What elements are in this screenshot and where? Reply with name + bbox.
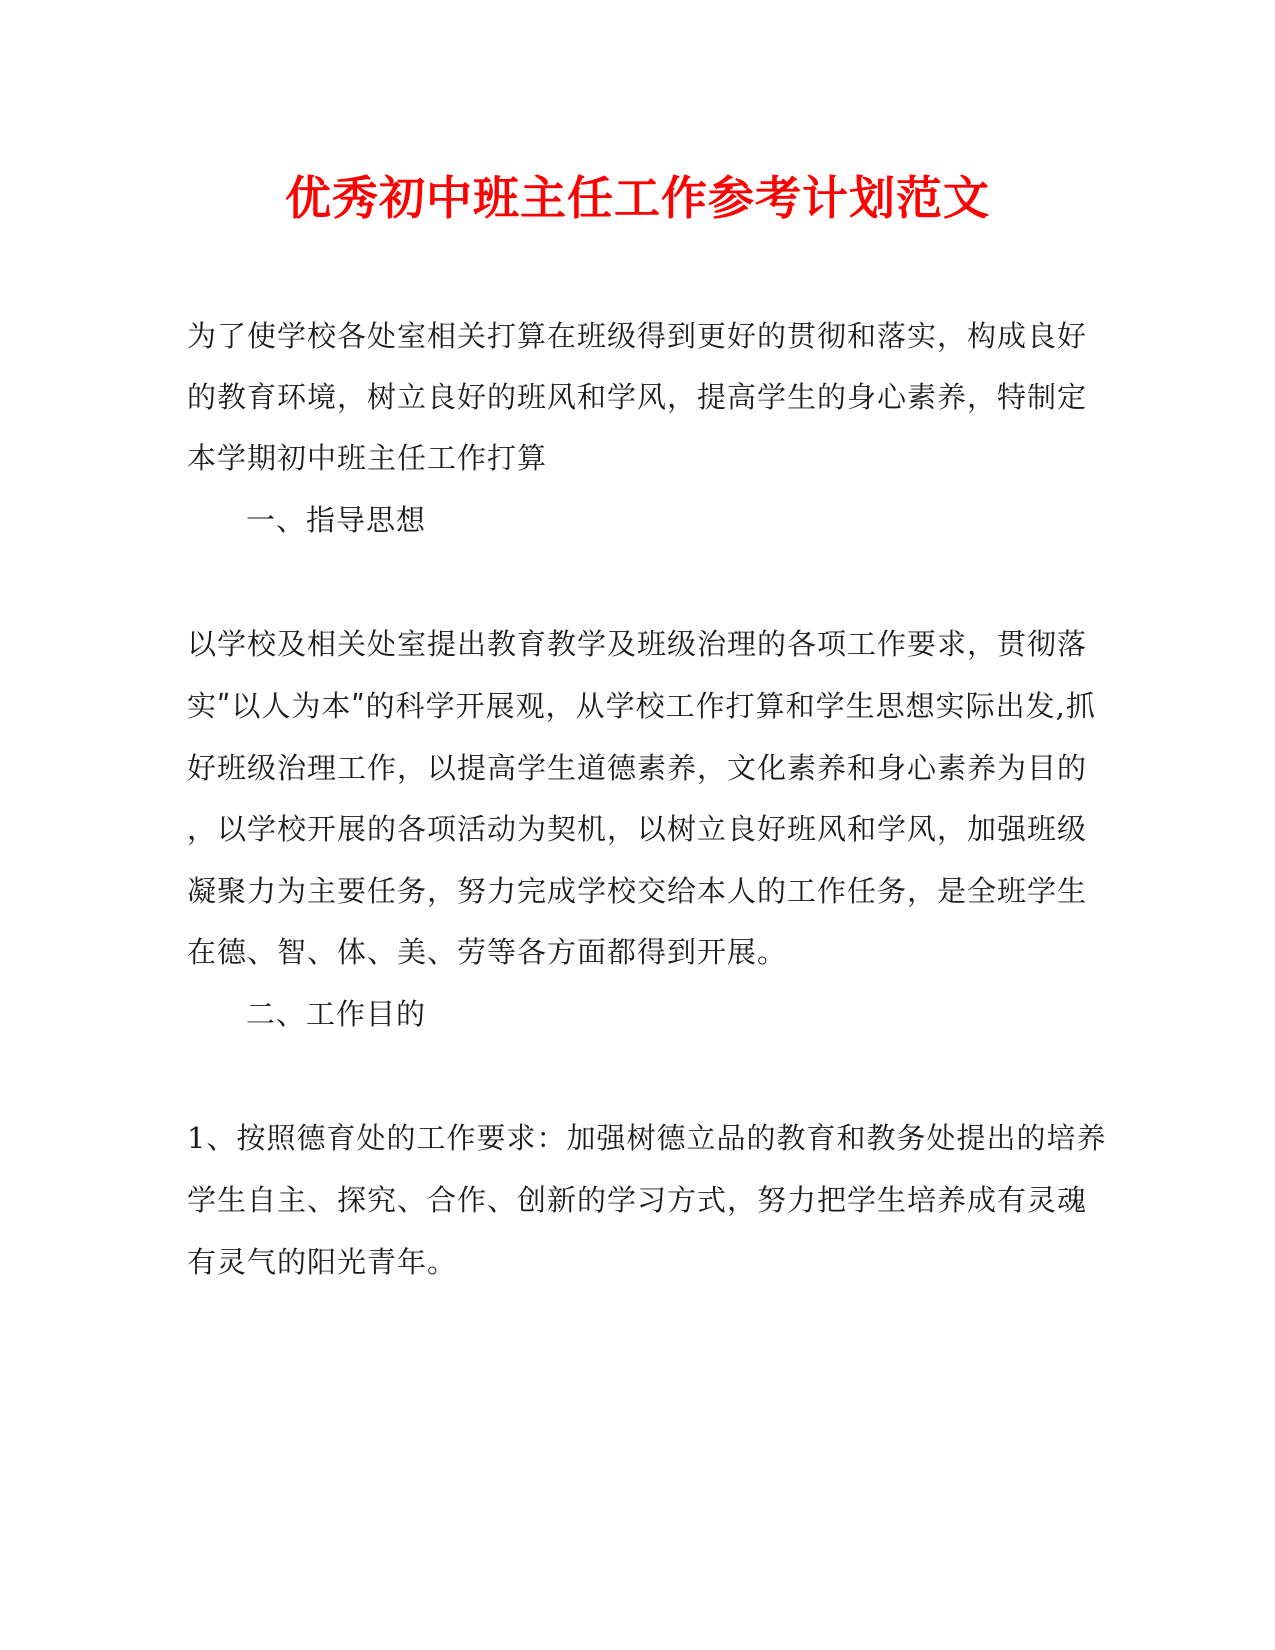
document-title: 优秀初中班主任工作参考计划范文	[285, 171, 990, 225]
goal-line-3: 有灵气的阳光青年。	[187, 1245, 458, 1279]
guiding-line-2: 实ʺ以人为本ʺ的科学开展观，从学校工作打算和学生思想实际出发,抓	[187, 689, 1096, 723]
section-heading-work-goals: 二、工作目的	[246, 997, 427, 1031]
section-heading-guiding-thought: 一、指导思想	[246, 503, 427, 537]
guiding-line-6: 在德、智、体、美、劳等各方面都得到开展。	[187, 935, 788, 969]
intro-line-1: 为了使学校各处室相关打算在班级得到更好的贯彻和落实，构成良好	[187, 319, 1088, 353]
guiding-line-4: ，以学校开展的各项活动为契机，以树立良好班风和学风，加强班级	[187, 812, 1088, 846]
guiding-line-3: 好班级治理工作，以提高学生道德素养，文化素养和身心素养为目的	[187, 751, 1088, 785]
goal-line-1: 1、按照德育处的工作要求：加强树德立品的教育和教务处提出的培养	[187, 1121, 1107, 1155]
intro-line-2: 的教育环境，树立良好的班风和学风，提高学生的身心素养，特制定	[187, 380, 1088, 414]
guiding-line-1: 以学校及相关处室提出教育教学及班级治理的各项工作要求，贯彻落	[187, 627, 1088, 661]
goal-line-2: 学生自主、探究、合作、创新的学习方式，努力把学生培养成有灵魂	[187, 1183, 1088, 1217]
guiding-line-5: 凝聚力为主要任务，努力完成学校交给本人的工作任务，是全班学生	[187, 874, 1088, 908]
intro-line-3: 本学期初中班主任工作打算	[187, 441, 548, 475]
